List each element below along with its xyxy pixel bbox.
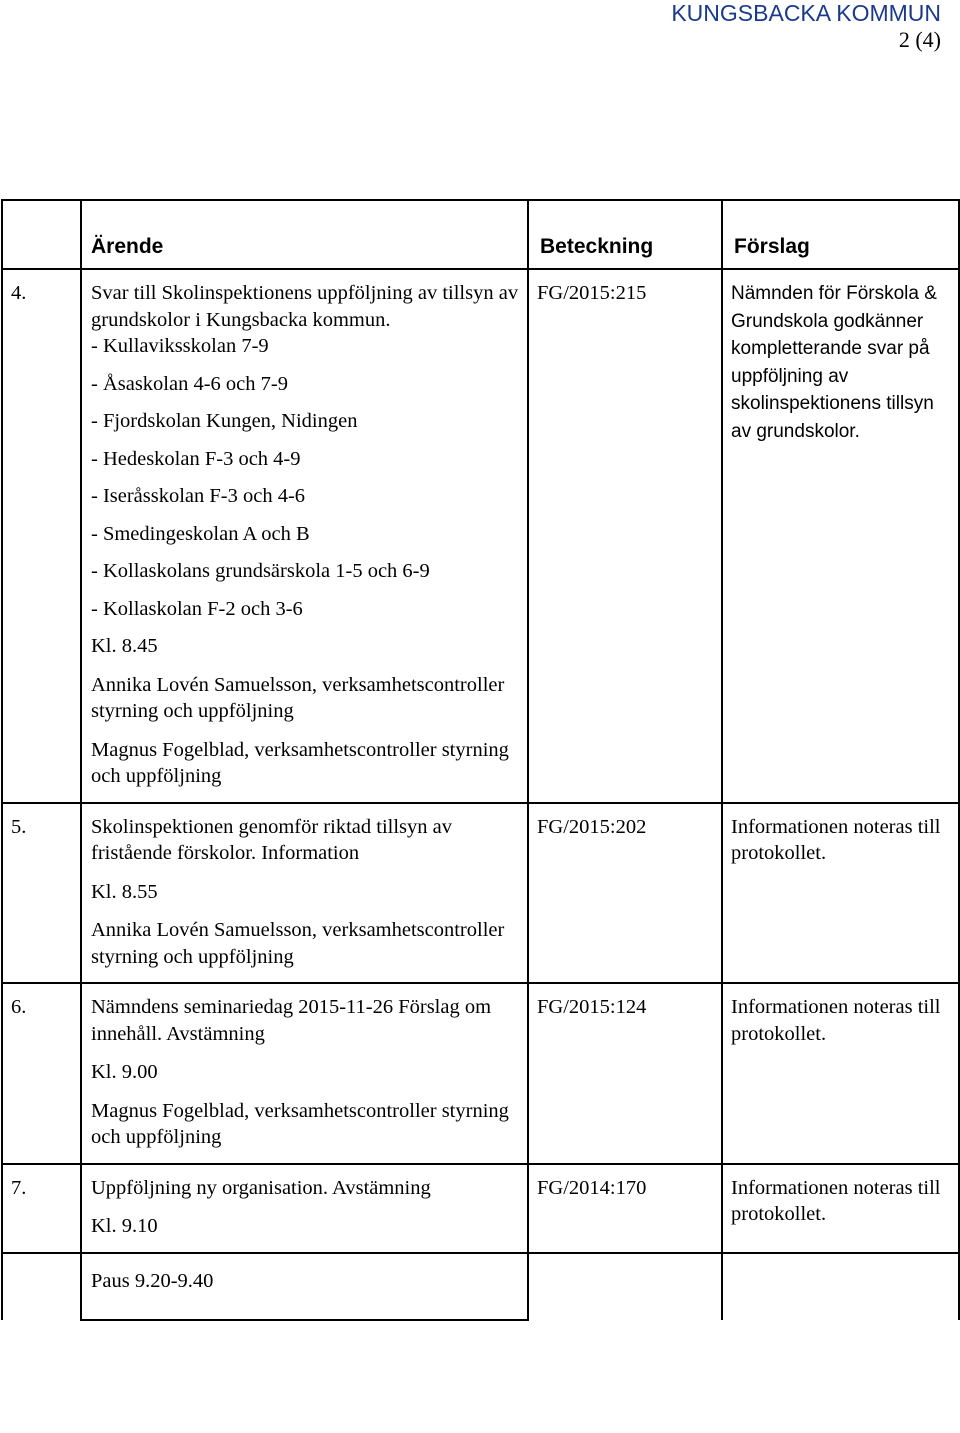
list-item: - Fjordskolan Kungen, Nidingen — [91, 410, 358, 432]
column-header-arende: Ärende — [81, 200, 528, 269]
table-row — [2, 269, 959, 803]
item-title: Skolinspektionen genomför riktad tillsyn av fristående förskolor. Information — [91, 815, 452, 864]
list-item: - Iseråsskolan F-3 och 4-6 — [91, 485, 306, 507]
presenter: Annika Lovén Samuelsson, verksamhetscontroller styrning och uppföljning — [91, 919, 505, 968]
table-row-break — [2, 1253, 959, 1320]
list-item: - Hedeskolan F-3 och 4-9 — [91, 447, 301, 470]
proposal-text: Nämnden för Förskola & Grundskola godkänner kompletterande svar på uppföljning av skolinspektionens tillsyn av grundskolor. — [731, 283, 937, 442]
item-time: Kl. 8.45 — [91, 635, 158, 657]
column-header-forslag: Förslag — [722, 200, 959, 269]
table-row — [2, 983, 959, 1164]
item-number: 4. — [2, 269, 81, 803]
school-list — [91, 333, 527, 622]
item-time: Kl. 8.55 — [91, 880, 158, 903]
presenter: Magnus Fogelblad, verksamhetscontroller styrning och uppföljning — [91, 1099, 509, 1148]
agenda-table — [1, 199, 960, 1321]
list-item: - Åsaskolan 4-6 och 7-9 — [91, 372, 288, 395]
list-item: - Smedingeskolan A och B — [91, 522, 310, 545]
break-proposal-cell — [722, 1253, 959, 1320]
item-time: Kl. 9.10 — [91, 1215, 158, 1237]
item-reference: FG/2015:215 — [528, 269, 722, 803]
break-number-cell — [2, 1253, 81, 1320]
item-reference: FG/2015:124 — [528, 983, 722, 1164]
item-proposal: Informationen noteras till protokollet. — [722, 1164, 959, 1253]
item-description — [81, 269, 528, 803]
item-proposal — [722, 269, 959, 803]
presenter: Magnus Fogelblad, verksamhetscontroller styrning och uppföljning — [91, 738, 509, 787]
item-title: Nämndens seminariedag 2015-11-26 Förslag om innehåll. Avstämning — [91, 996, 492, 1045]
item-number: 7. — [2, 1164, 81, 1253]
item-number: 5. — [2, 803, 81, 984]
presenter: Annika Lovén Samuelsson, verksamhetscontroller styrning och uppföljning — [91, 673, 505, 722]
item-description — [81, 983, 528, 1164]
item-reference: FG/2015:202 — [528, 803, 722, 984]
column-header-beteckning: Beteckning — [528, 200, 722, 269]
table-row — [2, 803, 959, 984]
item-description — [81, 1164, 528, 1253]
item-reference: FG/2014:170 — [528, 1164, 722, 1253]
table-header-row — [2, 200, 959, 269]
item-description — [81, 803, 528, 984]
page-number: 2 (4) — [898, 27, 941, 52]
break-text: Paus 9.20-9.40 — [91, 1269, 214, 1292]
column-header-number — [2, 200, 81, 269]
list-item: - Kollaskolan F-2 och 3-6 — [91, 597, 303, 620]
organization-name: KUNGSBACKA KOMMUN — [671, 0, 941, 26]
item-proposal: Informationen noteras till protokollet. — [722, 803, 959, 984]
item-number: 6. — [2, 983, 81, 1164]
break-cell — [81, 1253, 528, 1320]
list-item: - Kullaviksskolan 7-9 — [91, 335, 269, 357]
item-proposal: Informationen noteras till protokollet. — [722, 983, 959, 1164]
table-row — [2, 1164, 959, 1253]
list-item: - Kollaskolans grundsärskola 1-5 och 6-9 — [91, 560, 430, 582]
item-title: Svar till Skolinspektionens uppföljning av tillsyn av grundskolor i Kungsbacka kommun. — [91, 282, 519, 331]
item-time: Kl. 9.00 — [91, 1061, 158, 1083]
break-reference-cell — [528, 1253, 722, 1320]
item-title: Uppföljning ny organisation. Avstämning — [91, 1176, 431, 1199]
